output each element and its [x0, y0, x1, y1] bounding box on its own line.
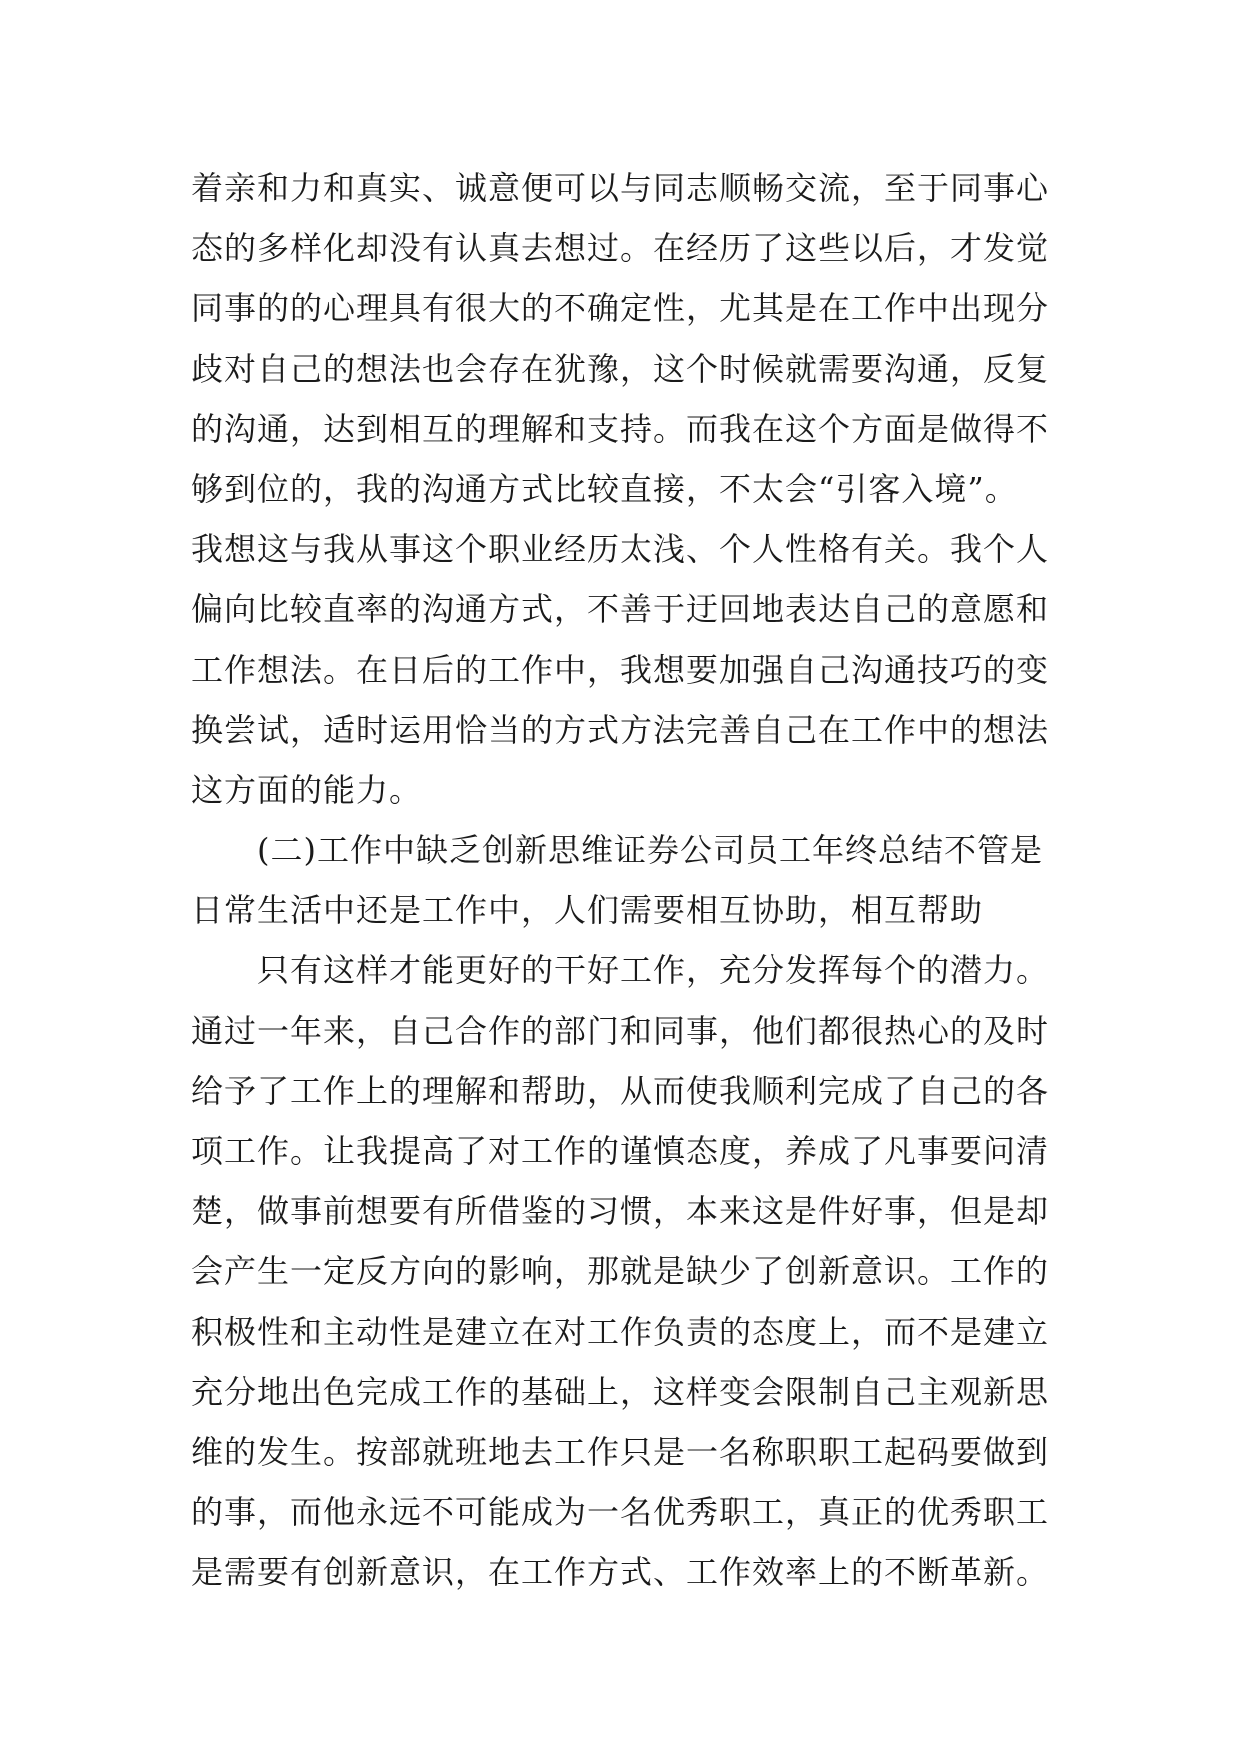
text-line: 着亲和力和真实、诚意便可以与同志顺畅交流，至于同事心 [191, 169, 1050, 207]
text-line: (二)工作中缺乏创新思维证券公司员工年终总结不管是 [257, 831, 1043, 870]
text-line: 日常生活中还是工作中，人们需要相互协助，相互帮助 [191, 891, 984, 930]
text-line: 会产生一定反方向的影响，那就是缺少了创新意识。工作的 [191, 1252, 1050, 1291]
text-line: 是需要有创新意识，在工作方式、工作效率上的不断革新。 [191, 1553, 1050, 1592]
text-line: 维的发生。按部就班地去工作只是一名称职职工起码要做到 [191, 1432, 1050, 1471]
text-line: 够到位的，我的沟通方式比较直接，不太会“引客入境”。 [191, 469, 1018, 508]
text-line: 偏向比较直率的沟通方式，不善于迂回地表达自己的意愿和 [191, 590, 1050, 629]
text-line: 充分地出色完成工作的基础上，这样变会限制自己主观新思 [191, 1372, 1050, 1411]
text-line: 同事的的心理具有很大的不确定性，尤其是在工作中出现分 [191, 289, 1050, 328]
text-line: 项工作。让我提高了对工作的谨慎态度，养成了凡事要问清 [191, 1132, 1050, 1170]
text-line: 歧对自己的想法也会存在犹豫，这个时候就需要沟通，反复 [191, 349, 1050, 388]
body-text [191, 158, 1071, 1603]
text-line: 积极性和主动性是建立在对工作负责的态度上，而不是建立 [191, 1312, 1050, 1351]
text-line: 给予了工作上的理解和帮助，从而使我顺利完成了自己的各 [191, 1071, 1050, 1110]
text-line: 态的多样化却没有认真去想过。在经历了这些以后，才发觉 [191, 229, 1050, 268]
text-line: 我想这与我从事这个职业经历太浅、个人性格有关。我个人 [191, 530, 1050, 569]
text-line: 这方面的能力。 [191, 770, 423, 809]
text-line: 工作想法。在日后的工作中，我想要加强自己沟通技巧的变 [191, 650, 1050, 689]
text-line: 换尝试，适时运用恰当的方式方法完善自己在工作中的想法 [191, 710, 1050, 749]
text-line: 的事，而他永远不可能成为一名优秀职工，真正的优秀职工 [191, 1493, 1050, 1532]
text-line: 只有这样才能更好的干好工作，充分发挥每个的潜力。 [257, 951, 1050, 990]
text-line: 通过一年来，自己合作的部门和同事，他们都很热心的及时 [191, 1011, 1050, 1050]
text-line: 的沟通，达到相互的理解和支持。而我在这个方面是做得不 [191, 409, 1050, 448]
text-line: 楚，做事前想要有所借鉴的习惯，本来这是件好事，但是却 [191, 1192, 1050, 1231]
